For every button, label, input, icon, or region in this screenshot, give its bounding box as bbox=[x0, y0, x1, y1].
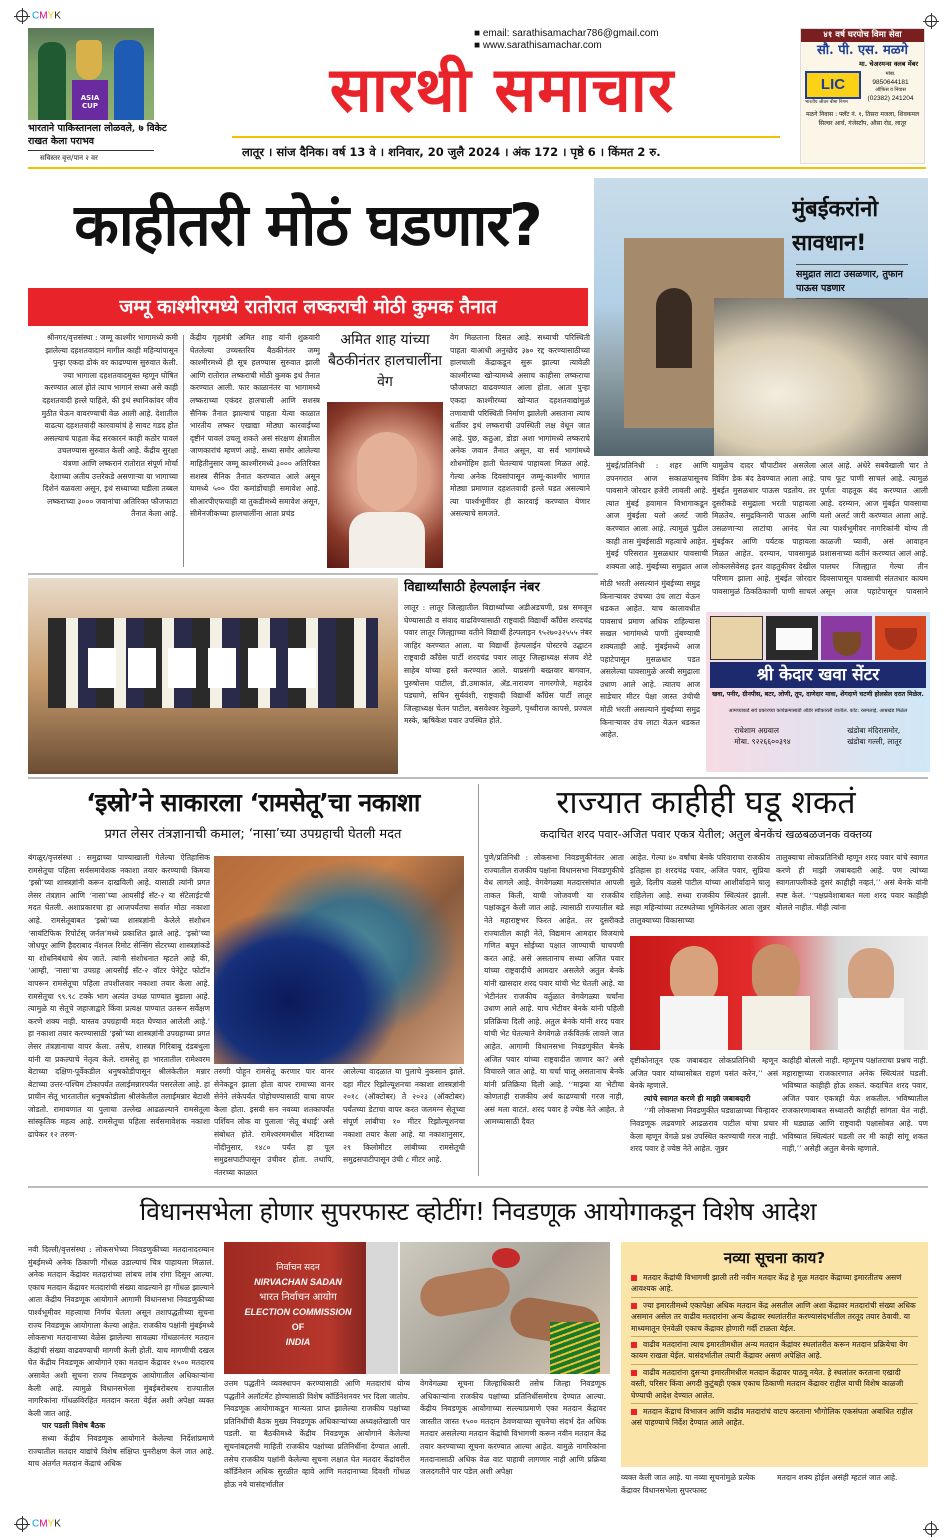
politics-headline[interactable]: राज्यात काहीही घडू शकतं bbox=[556, 783, 856, 821]
politics-column-5: काहीही बोललो नाही. म्हणूनच पक्षांतराचा प्रश्नच नाही. महाराष्ट्राच्या राजकारणात अनेक स्थित्यंतरं घडली. भविष्यात काहीही होऊ शकतं. कदाचित शरद पवार, अजित पवार एकत्रही येऊ शकतील. भविष्यातील राजकारणाबाबत सध्यातरी काहीही सांगता येत नाही. मी घड्याळ आणि राष्ट्रवादी पक्षासोबत आहे. पण भविष्यात स्थित्यंतरं घडली तर मी काही सांगू शकत नाही,’’ असेही अतुल बेनके म्हणाले. bbox=[782, 1056, 928, 1154]
bullet-square-icon bbox=[631, 1409, 637, 1415]
chutney-photo bbox=[875, 616, 926, 660]
isro-column-1: बंगळूर/वृत्तसंस्था : समुद्राच्या पाण्याखाली गेलेल्या ऐतिहासिक रामसेतूचा पहिला सर्वसमावेशक नकाशा तयार करण्याची किमया ‘इस्रो’च्या शास्त्रज्ञांनी करून दाखविली आहे. यासाठी त्यांनी प्रगत लेसर तंत्रज्ञान आणि ‘नासा’च्या आयसीईं सॅट-२ या सॅटेलाईटची मदत घेतली. अशाप्रकारचा हा आजपर्यंतचा सर्वात मोठा नकाशा आहे. रामसेतूबाबत ‘इस्रो’च्या शास्त्रज्ञांनी केलेले संशोधन ‘सायंटिफिक रिपोर्टस् जर्नल’मध्ये प्रकाशित झाले आहे. ‘इस्रो’च्या जोधपूर आणि हैदराबाद नॅशनल रिमोट सेन्सिंग सेंटरच्या शास्त्रज्ञांकडे या शोधनिबंधाचे श्रेय जाते. त्यांनी संशोधनात म्हटले आहे की, ‘आम्ही, ‘नासा’चा उपग्रह आयसीईं सॅट-२ वॉटर पेनेट्रेट फोटॉन वापरून रामसेतूचा पहिला तपशीलवार नकाशा तयार केला आहे. रामसेतूचा ९९.९८ टक्के भाग अत्यंत उथळ पाण्यात बुडाला आहे. त्यामुळे या सेतूचे जहाजाद्वारे किंवा प्रत्यक्ष पाण्यात उतरून सर्वेक्षण करणे शक्य नाही. यास्तव उपग्रहाची मदत घेण्यात आलेली आहे.’ हा नकाशा तयार करण्यासाठी ‘इस्रो’च्या शास्त्रज्ञांनी उपग्रहाच्या प्रगत लेसर तंत्रज्ञानाचा वापर केला. तसेच, शास्त्रज्ञ गिरिबाबू दंडबथुला यांनी या प्रकल्पाचे नेतृत्व केले. रामसेतू हा भारतातील रामेश्वरम बेटाच्या दक्षिण-पूर्वेकडील धनुषकोडीपासून श्रीलंकेतील मन्नार बेटाच्या उत्तर-पश्चिम टोकापर्यंत तलाईमन्नारपर्यंत पसरलेला आहे. हा प्राचीन सेतू भारतातील धनुषकोडीला श्रीलंकेतील तलाईमन्नार बेटाशी जोडतो. रामायणात या पुलाचा उल्लेख आढळल्याने रामसेतूला सांस्कृतिक महत्व आहे. रामसेतूचा पहिला सर्वसमावेशक नकाशा ढापेकर १२ तरुण- bbox=[28, 853, 210, 1140]
dateline: लातूर । सांज दैनिक। वर्ष 13 वे । शनिवार, 20 जुलै 2024 । अंक 172 । पृष्ठे 6 । किंमत 2 रु. bbox=[242, 145, 661, 159]
ramsetu-satellite-photo[interactable] bbox=[214, 856, 464, 1064]
politics-column-2: आहेत. गेल्या ४० वर्षांचा बेनके परिवाराचा राजकीय इतिहास हा शरदचंद्र पवार, अजित पवार, सुप्रिया सुळे, दिलीप वळसे पाटील यांच्या आशीर्वादाने चालू राहिलेला आहे. सध्या राजकीय स्थित्यंतरं झाली. सहा महिन्यांच्या तटस्थतेच्या भूमिकेनंतर आता जुन्नर तालुक्याच्या विकासाच्या bbox=[630, 853, 770, 925]
isro-subhead: प्रगत लेसर तंत्रज्ञानाची कमाल; ‘नासा’च्या उपग्रहाची घेतली मदत bbox=[104, 827, 402, 842]
lic-office-phone[interactable]: (02382) 241204 bbox=[867, 95, 914, 102]
lead-column-3: वेग मिळताना दिसत आहे. सध्याची परिस्थिती पाहता याआधी अनुच्छेद ३७० रद्द करण्यासाठीच्या हालचाली केंद्राकडून सुरू झाल्या त्यावेळी काश्मीरच्या खोऱ्यामध्ये असाच काहीसा लष्कराचा फौजफाटा वाढवण्यात आला होता. आता पुन्हा एकदा काश्मीरच्या खोऱ्यात दहशतवाद्यांमुळं तणावाची परिस्थिती निर्माण झालेली असताना त्याच धर्तीवर इथं लष्कराची उपस्थिती लक्ष वेधून जात आहे. पुंछ, कठुआ, डोडा अशा भागांमध्ये लष्कराचे अनेक जवान तैनात असून, या सर्व भागांमध्ये शोधमोहिम हाती घेतल्याचं पाहायला मिळत आहे. गेल्या अनेक दिवसांपासून जम्मू-काश्मीर भागात मोठ्या प्रमाणात दहशतवादी हल्ले घडत असल्याने त्या पार्श्वभूमीवर ही कारवाई करण्यात येणार असल्याचे समजते. bbox=[450, 333, 590, 519]
mumbai-column-3: आलं आहे. अंधेरे सबवेखाली चार ते पाच फूट पाणी साचलं आहे. त्यामुळं पूर्णतः वाहतूक बंद करण्यात आली आहे. दरम्यान, आज मुंबईत पावसाचा यलो अलर्ट जारी करण्यात आला आहे. त्या पार्श्वभूमीवर नागरिकांनी योग्य ती काळजी घ्यावी, असं आवाहन प्रशासनाच्या वतीनं करण्यात आलं आहे. पालघर जिल्ह्यात गेल्या तीन दिवसापासून पावसाची संततधार कायम असून आज पहाटेपासून पावसाने bbox=[820, 461, 928, 596]
election-column-4: व्यक्त केली जात आहे. या नव्या सूचनांमुळे प्रत्येक केंद्रावर विधानसभेला सुपरफास्ट bbox=[621, 1473, 756, 1495]
bullet-square-icon bbox=[631, 1275, 637, 1281]
masthead-rule bbox=[232, 136, 780, 138]
lead-column-1: श्रीनगर/वृत्तसंस्था : जम्मू काश्मीर भागामध्ये कमी झालेल्या दहशतवादानं मागील काही महिन्यांपासून पुन्हा एकदा डोकं वर काढण्यास सुरुवात केली. ज्या भागाला दहशतवादमुक्त म्हणून घोषित करण्यात आलं होतं त्याच भागानं सध्या असे काही दहशतवादी हल्ले पाहिले, की इथं स्थानिकांवर जीव मुठीत घेऊन वावरण्याची वेळ आली आहे. देशातील वाढत्या दहशतवादी कारवायांचं हे सावट गडद होत असल्याचं पाहता केंद्र सरकारनं काही कठोर पावलं उचलण्यास सुरुवात केली आहे. केंद्रीय सुरक्षा यंत्रणा आणि लष्करानं रातोरात संपूर्ण मोर्चा देशाच्या अतीय उत्तरेकडे असणाऱ्या या भागाच्या दिशेनं वळवला असून, इथं सध्याच्या घडीला तब्बल लष्कराच्या ३००० जवानांचा अतिरिक्त फौजफाटा तैनात केला आहे. bbox=[41, 333, 178, 519]
lic-mobile[interactable]: 9850644181 bbox=[872, 79, 909, 86]
pawar-benke-photo[interactable] bbox=[630, 936, 928, 1050]
bullet-square-icon bbox=[631, 1342, 637, 1348]
politics-subsection-title: त्यांचे स्वागत करणे ही माझी जबाबदारी bbox=[644, 1093, 751, 1103]
lic-agent-name: सौ. पी. एस. मळगे bbox=[816, 43, 908, 58]
election-subsection-title: पार पडली विशेष बैठक bbox=[42, 1421, 106, 1431]
lead-column-2: केंद्रीय गृहमंत्री अमित शाह यांनी शुक्रवारी घेतलेल्या उच्चस्तरिय बैठकीनंतर जम्मू काश्मीरमध्ये ही सूत्र हलण्यास सुरुवात झाली आणि रातोरात लष्कराची मोठी कुमक इथं तैनात करण्यात आली. फार काळानंतर या भागामध्ये लष्कराच्या एकंदर हालचाली आणि सशस्त्र सैनिक तैनात झाल्याचं पाहता येत्या काळात भारतीय लष्कर एखाद्या मोठ्या कारवाईच्या दृष्टीनं पावलं उचलू शकते असं संरक्षण क्षेत्रातील जाणकारांचं म्हणणं आहे. सध्या समोर आलेल्या माहितीनुसार जम्मू काश्मीरमध्ये ३००० अतिरिक्त सशस्त्र सैनिक तैनात करण्यात आले असून यामध्ये ५०० पॅरा कमांडोंचाही समावेश आहे. सीआरपीएफचाही या तुकडीमध्ये समावेश असून, सीमेनजीकच्या हालचालींना आता प्रचंड bbox=[190, 333, 320, 519]
registration-crosshair-icon bbox=[925, 1518, 941, 1537]
instruction-item: मतदार केंद्रांची विभागणी झाली तरी नवीन मतदार केंद्र हे मूळ मतदार केंद्राच्या इमारतीतच असणं आवश्यक आहे. bbox=[631, 1270, 918, 1298]
ghee-photo bbox=[821, 616, 872, 660]
khawa-center-advertisement[interactable]: श्री केदार खवा सेंटर खवा, पनीर, ग्रीनपीस, बटर, लोणी, तूप, दाणेदार मावा, शेंगदाणे चटणी होलसेल दरात मिळेल. आमच्याकडे सर्व प्रकारच्या कार्यक्रमासाठी ऑर्डर स्वीकारली जातील. कोट: रसमलाई, आम्रखंड मिळेल राधेशाम अग्रवाल मोबा. ९२२६६००३९४ खंडोबा मंदिरासमोर, खंडोबा गल्ली, लातूर bbox=[706, 612, 930, 772]
election-column-2: उत्तम पद्धतीने व्यवस्थापन करण्यासाठी आणि मतदारांचं योग्य पद्धतीने अलॉटमेंट होण्यासाठी विशेष कॉर्डिनेशनवर भर दिला जातोय. निवडणूक आयोगाकडून मान्यता प्राप्त झालेल्या राजकीय पक्षांच्या प्रतिनिधींची बैठक मुख्य निवडणूक अधिकाऱ्यांच्या अध्यक्षतेखाली पार पडली. या बैठकीमध्ये केंद्रीय निवडणूक आयोगाने केलेल्या सूचनांबद्दलची माहिती राजकीय पक्षांच्या प्रतिनिधींना देण्यात आली. तसेच राजकीय पक्षांनी केलेल्या सूचना लक्षात घेत मतदार केंद्रांवरील कॉर्डिनेशन अधिक सुरळीत व्हावे आणि मतदानाच्या दिवशी गोंधळ होऊ नये यासंदर्भातील bbox=[224, 1379, 410, 1489]
box-title: नव्या सूचना काय? bbox=[723, 1249, 826, 1267]
helpline-body: लातूर : लातूर जिल्ह्यातील विद्यार्थ्यांच्या अडीअडचणी, प्रश्न समजून घेण्यासाठी व संवाद वाढविण्यासाठी राष्ट्रवादी विद्यार्थी कॉंग्रेस शरदचंद्र पवार लातूर जिल्ह्याच्या वतीने विद्यार्थी हेल्पलाइन ९५२७०३२५५५ नंबर जाहिर करण्यात आला. या विद्यार्थी हेल्पलाईन पोस्टरचे उद्घाटन राष्ट्रवादी कॉंग्रेस पार्टी शरदचंद्र पवार लातूर जिल्हाध्यक्ष संजय शेटे साहेब यांच्या हस्ते करण्यात आले. याप्रसंगी बख्तवार बागवान, पुरुषोत्तम पाटील, डी.उमाकांत, ॲड.नारायण नागरगोजे, महादेव पडघाणे, सचिन सुर्यवंशी, राष्ट्रवादी विद्यार्थी कॉंग्रेस पार्टी लातूर जिल्हाध्यक्ष चेतन पाटील, बसवेश्वर रेकुळगे, पृथ्वीराज कापसे, प्रज्वल मस्के, ऋषिकेश पवार उपस्थित होते. bbox=[404, 603, 592, 726]
paneer-photo bbox=[766, 616, 817, 660]
registration-crosshair-icon bbox=[16, 1518, 28, 1530]
election-column-5: मतदान शक्य होईल असंही म्हटलं जात आहे. bbox=[777, 1473, 898, 1482]
lic-logo: LIC bbox=[805, 71, 861, 99]
instruction-item: ज्या इमारतीमध्ये एकापेक्षा अधिक मतदान केंद्र असतील आणि अशा केंद्रावर मतदारांची संख्या अधिक असमान असेल तर वाढीव मतदारांना अन्य केंद्रावर स्थलांतरीत करण्यासंदर्भातील तरतूद तयार ठेवावी. या माध्यमातून ऐनवेळी एकाच केंद्रावर होणारी गर्दी टाळता येईल. bbox=[631, 1298, 918, 1337]
website-line[interactable]: ■ www.sarathisamachar.com bbox=[474, 40, 602, 51]
mumbai-column-1: मुंबई/प्रतिनिधी : शहर आणि उपनगरात आज सकाळपासूनच पावसाने जोरदार हजेरी लावली आहे. त्यात मुंबई हवामान विभागाकडून आज मुंबईला यलो अलर्ट जारी करण्यात आला आहे. त्यामुळं पुढील काही तास मुंबईसाठी महत्वाचे आहेत. मुंबई परिसरात मुसळधार पावसाची शक्यता आहे. मुंबईच्या समुद्रात आज bbox=[606, 461, 708, 571]
mumbai-column-2: यामुळेच दादर चौपाटीवर असलेला विविंग डेक बंद ठेवण्यात आला आहे. मुंबईत मुसळधार पाऊस पडतोय. तर दुसरीकडे समुद्राला भरती पाहायला मिळतेय. समुद्रकिनारी पाऊस आणि उसळणाऱ्या लाटांचा आनंद घेत मुंबईकर आणि पर्यटक पाहायला मिळत आहेत. दरम्यान, पावसामुळं लोकलसेवेसह इतर वाहतुकीवर देखील परिणाम झाला आहे. मुंबईत जोरदार पावसामुळं ठिकठिकाणी पाणी साचलं bbox=[712, 461, 816, 596]
newspaper-title: सारथी समाचार bbox=[329, 53, 675, 126]
lead-inset-headline: अमित शाह यांच्या बैठकीनंतर हालचालींना वेग bbox=[327, 332, 442, 390]
khawa-shop-name: श्री केदार खवा सेंटर bbox=[710, 662, 926, 688]
khawa-owner: राधेशाम अग्रवाल bbox=[734, 726, 779, 735]
lead-headline[interactable]: काहीतरी मोठं घडणार? bbox=[74, 191, 542, 259]
instruction-item: वाढीव मतदारांना दुसऱ्या इमारतीमधील मतदान केंद्रावर पाठवू नयेत. हे स्थलांतर करताना एखादी वस्ती, परिसर किंवा अगदी कुटुंबही एकत्र एकाच ठिकाणी मतदान केंद्रावर राहील याची विशेष काळजी घेण्याची आदेश देण्यात आलेत. bbox=[631, 1365, 918, 1404]
election-column-1: नवी दिल्ली/वृत्तसंस्था : लोकसभेच्या निवडणुकीच्या मतदानादरम्यान मुंबईमध्ये अनेक ठिकाणी गोंधळ उडाल्याचं चित्र पाहायला मिळालं. अनेक मतदान केंद्रांवर मतदारांच्या लांबच लांब रांगा दिसून आल्या. एकाच मतदान केंद्रावर मतदारांची संख्या वाढल्याने हा गोंधळ झाल्याने आता केंद्रीय निवडणूक आयोगाने आगामी विधानसभा निवडणुकीच्या पार्श्वभूमीवर महत्त्वाचा निर्णय घेतला असून तशापद्धतीच्या सूचना राज्य निवडणूक आयोगाला केल्या आहेत. राजकीय पक्षांनी मुंबईमध्ये लोकसभा मतदानाच्या वेळेस झालेल्या सावळ्या गोंधळानंतर मतदान केंद्रांची संख्या वाढवण्याची मागणी केली होती. याच मागणीची दखल घेत केंद्रीय निवडणूक आयोगाने एका मतदान केंद्रावर १५०० मतदारच असावेत अशी सूचना राज्य निवडणूक आयोगातील अधिकाऱ्यांना केली आहे. त्यामुळे विधानसभेला मुंबईबरोबरच राज्यातील नागरिकांना गोंधळविरहित मतदान करता येईल अशी अपेक्षा व्यक्त केली जात आहे. पार पडली विशेष बैठक सध्या केंद्रीय निवडणूक आयोगाने केलेल्या निर्देशांप्रमाणे राज्यातील मतदार याद्यांचे विशेष संक्षिप्त पुनरीक्षण केलं जात आहे. याच अंतर्गत मतदान केंद्राचं अधिक bbox=[28, 1245, 214, 1469]
lic-address: मळगे निवास : फ्लॅट नं. १, तिसरा मजला, शिवकमल सिल्वर आर्च, गंजेस्टॉप, औसा रोड, लातूर bbox=[805, 111, 920, 127]
lead-subhead: जम्मू काश्मीरमध्ये रातोरात लष्कराची मोठी कुमक तैनात bbox=[28, 288, 588, 326]
cricket-teaser-photo[interactable]: ASIA CUP bbox=[28, 28, 154, 120]
instruction-item: मतदान केंद्राचं विभाजन आणि वाढीव मतदारांचं वाटप करताना भौगोलिक एकसंघता अबाधित राहील असं पाहण्याचे निर्देश देण्यात आले आहेत. bbox=[631, 1407, 913, 1428]
lic-banner: ४१ वर्ष घरपोच विमा सेवा bbox=[801, 29, 924, 42]
contact-block bbox=[474, 28, 659, 52]
registration-crosshair-icon bbox=[16, 10, 28, 22]
isro-column-2: तरुणी पोहून रामसेतू करणार पार वानर सेनेकडून झाला होता वापर रामाच्या वानर सेनेने लंकेपर्यंत पोहोचण्यासाठी याचा वापर केला होता. इसवी सन नवव्या शतकापर्यंत पर्शियन लोक या पुलाला ‘सेतू बंधाई’ असे संबोधत होते. रामेश्वरममधील मंदिराच्या नोंदीनुसार, १४८० पर्यंत हा पूल समुद्रसपाटीपासून उंचीवर होता. तथापि, नंतरच्या काळात bbox=[214, 1067, 334, 1177]
teaser-continued-link[interactable]: सविस्तर वृत्त/पान २ वर bbox=[40, 154, 98, 162]
lic-advertisement[interactable]: ४१ वर्ष घरपोच विमा सेवा सौ. पी. एस. मळगे मा. चेअरमन्स क्लब मेंबर LIC भारतीय जीवन बीमा निगम मोबा. 9850644181 ऑफिस व निवास (02382) 241204 मळगे निवास : फ्लॅट नं. १, तिसरा मजला, शिवकमल सिल्वर आर्च, गंजेस्टॉप, औसा रोड, लातूर bbox=[800, 28, 925, 164]
cmyk-registration-mark-top: CMYK bbox=[16, 10, 61, 22]
mumbai-subhead: समुद्रात लाटा उसळणार, तुफान पाऊस पडणार bbox=[796, 269, 903, 294]
isro-column-3: आलेल्या वादळात या पुलाचे नुकसान झाले. दहा मीटर रिझोल्यूशनचा नकाशा शास्त्रज्ञांनी २०१८ (ऑक्टोबर) ते २०२३ (ऑक्टोबर) पर्यंतच्या डेटाचा वापर करत जलमग्न सेतूच्या संपूर्ण लांबीचा १० मीटर रिझोल्यूशनचा नकाशा तयार केला आहे. या नकाशानुसार, २९ किलोमीटर लांबीच्या रामसेतूची समुद्रसपाटीपासून उंची ८ मीटर आहे. bbox=[343, 1067, 465, 1165]
election-headline[interactable]: विधानसभेला होणार सुपरफास्ट व्होटींग! निवडणूक आयोगाकडून विशेष आदेश bbox=[139, 1197, 817, 1226]
isro-headline[interactable]: ‘इस्रो’ने साकारला ‘रामसेतू’चा नकाशा bbox=[86, 788, 420, 817]
header-bottom-rule bbox=[28, 167, 926, 169]
election-commission-building-photo[interactable]: निर्वाचन सदन NIRVACHAN SADAN भारत निर्वाचन आयोग ELECTION COMMISSION OF INDIA bbox=[224, 1242, 398, 1374]
politics-column-4: दृष्टीकोनातून एक जबाबदार लोकप्रतिनिधी म्हणून अजित पवार यांच्यासोबत राहणं पसंत करेन,’’ असं बेनके म्हणाले. त्यांचे स्वागत करणे ही माझी जबाबदारी ‘‘मी लोकसभा निवडणुकीत घड्याळाच्या चिन्हावर निवडणूक लढवणारे आढळराव पाटील यांचा प्रचार केला म्हणून वेगळे प्रश्न उपस्थित करण्याची गरज नाही. शरद पवार हे ज्येष्ठ नेते आहेत. जुन्नर bbox=[630, 1056, 778, 1154]
khawa-photo bbox=[710, 616, 763, 660]
instruction-item: वाढीव मतदारांना त्याच इमारतीमधील अन्य मतदान केंद्रांवर स्थलांतरीत करून मतदान प्रक्रियेचा वेग कायम राखता येईल. यासंदर्भातील तयारी केंद्रावर असणं अपेक्षित आहे. bbox=[631, 1337, 918, 1365]
politics-subhead: कदाचित शरद पवार-अजित पवार एकत्र येतील; अतुल बेनकेंचं खळबळजनक वक्तव्य bbox=[540, 828, 872, 841]
helpline-event-photo[interactable] bbox=[28, 578, 398, 774]
election-column-3: वेगवेगळ्या सूचना जिल्हाधिकारी तसेच जिल्हा निवडणूक अधिकाऱ्यांना राजकीय पक्षांच्या प्रतिनिधींसमोरच देण्यात आल्या. केंद्रीय निवडणूक आयोगाच्या सल्ल्याप्रमाणे एका मतदान केंद्रावर जास्तीत जास्त १५०० मतदान ठेवणयाच्या सूचनेचा संदर्भ देत अधिक मतदार असलेल्या मतदान केंद्रांची विभागणी करून नवीन मतदान केंद्र तयार करण्याच्या सूचना करण्यात आल्या आहेत. यामुळे नागरिकांना मतदानासाठी अधिक वेळ वाट पाहावी लागणार नाही आणि प्रक्रिया जलदगतीने पार पडेल अशी अपेक्षा bbox=[420, 1379, 606, 1477]
politics-column-3: तालुक्याचा लोकप्रतिनिधी म्हणून शरद पवार यांचे स्वागत करणे ही माझी जबाबदारी आहे. पण त्यांच्या स्वागतापलीकडे दुसरं काहीही नव्हतं,’’ असं बेनके यांनी स्पष्ट केलं. ‘‘पक्षप्रवेशाबाबत मला शरद पवार काहीही बोलले नाहीत. मीही त्यांना bbox=[776, 853, 928, 913]
bullet-square-icon bbox=[631, 1303, 637, 1309]
voting-ink-finger-photo[interactable] bbox=[400, 1242, 610, 1374]
mumbai-column-4: मोठी भरती असल्यानं मुंबईच्या समुद्र किनाऱ्यावर उंचच्या उंच लाटा येऊन धडकत आहेत. याच कालावधीत पावसाचं प्रमाण अधिक राहिल्यास सखल भागांमध्ये पाणी तुंबण्याची शक्यताही आहे. मुंबईमध्ये आज पहाटेपासून मुसळधार पडत असलेल्या पावसामुळे अरबी समुद्राला उधाण आले आहे. त्यातच आज साडेचार मीटर पेक्षा जास्त उंचीची मोठी भरती असल्याने मुंबईच्या समुद्र किनाऱ्यावर उंच लाटा येऊन धडकत आहेत. bbox=[600, 579, 700, 740]
helpline-headline[interactable]: विद्यार्थ्यांसाठी हेल्पलाईन नंबर bbox=[404, 580, 540, 595]
instruction-list bbox=[631, 1270, 918, 1431]
amit-shah-photo bbox=[327, 402, 443, 568]
khawa-phone[interactable]: मोबा. ९२२६६००३९४ bbox=[734, 737, 791, 746]
mumbai-headline[interactable]: मुंबईकरांनो सावधान! bbox=[792, 197, 879, 256]
bullet-square-icon bbox=[631, 1370, 637, 1376]
registration-crosshair-icon bbox=[925, 10, 941, 29]
teaser-headline[interactable]: भारताने पाकिस्तानला लोळवले, ७ विकेट राखत केला पराभव bbox=[28, 123, 167, 147]
cmyk-registration-mark-bottom: CMYK bbox=[16, 1518, 61, 1530]
politics-column-1: पुणे/प्रतिनिधी : लोकसभा निवडणुकीनंतर आता राज्यातील राजकीय पक्षांना विधानसभा निवडणुकीचे वेध लागले आहे. वेगवेगळ्या मतदारसंघांत आपली ताकत किती, याची जोजवणी या राजकीय पक्षांकडून केली जात आहे. त्यासाठी राज्यातील बडे नेते महाराष्ट्रभर फिरत आहेत. तर दुसरीकडे राज्यातील काही नेते, विद्यमान आमदार विजयाचे गणित बघून सोईच्या पक्षात जाण्याची चाचपणी करत आहे. असे असतानाच सध्या अजित पवार यांच्या राष्ट्रवादीचे आमदार असलेले अतुल बेनके यांनी खासदार शरद पवार यांची भेट घेतली आहे. या भेटीनंतर राजकीय वर्तुळात वेगवेगळ्या चर्चांना उधाण आले आहे. याच भेटीवर बेनके यांनी पहिली प्रतिक्रिया दिली आहे. अतुल बेनके यांनी शरद पवार यांची भेट घेतल्याने वेगवेगळे तर्कवितर्क लावले जात आहेत. आगामी विधानसभा निवडणुकीत बेनके अजित पवार यांच्या राष्ट्रवादीत जाणार का? असे विचारले जात आहे. या चर्चा चालू असतानाच बेनके यांनी प्रतिक्रिया दिली आहे. ‘‘माझ्या या भेटीचा कोणताही राजकीय अर्थ काढण्याची गरज नाही, असं मला वाटतं. शरद पवार हे ज्येष्ठ नेते आहेत. ते आमच्यासाठी दैवत bbox=[484, 853, 624, 1127]
new-instructions-box bbox=[621, 1242, 928, 1467]
email-line[interactable]: ■ email: sarathisamachar786@gmail.com bbox=[474, 28, 659, 39]
